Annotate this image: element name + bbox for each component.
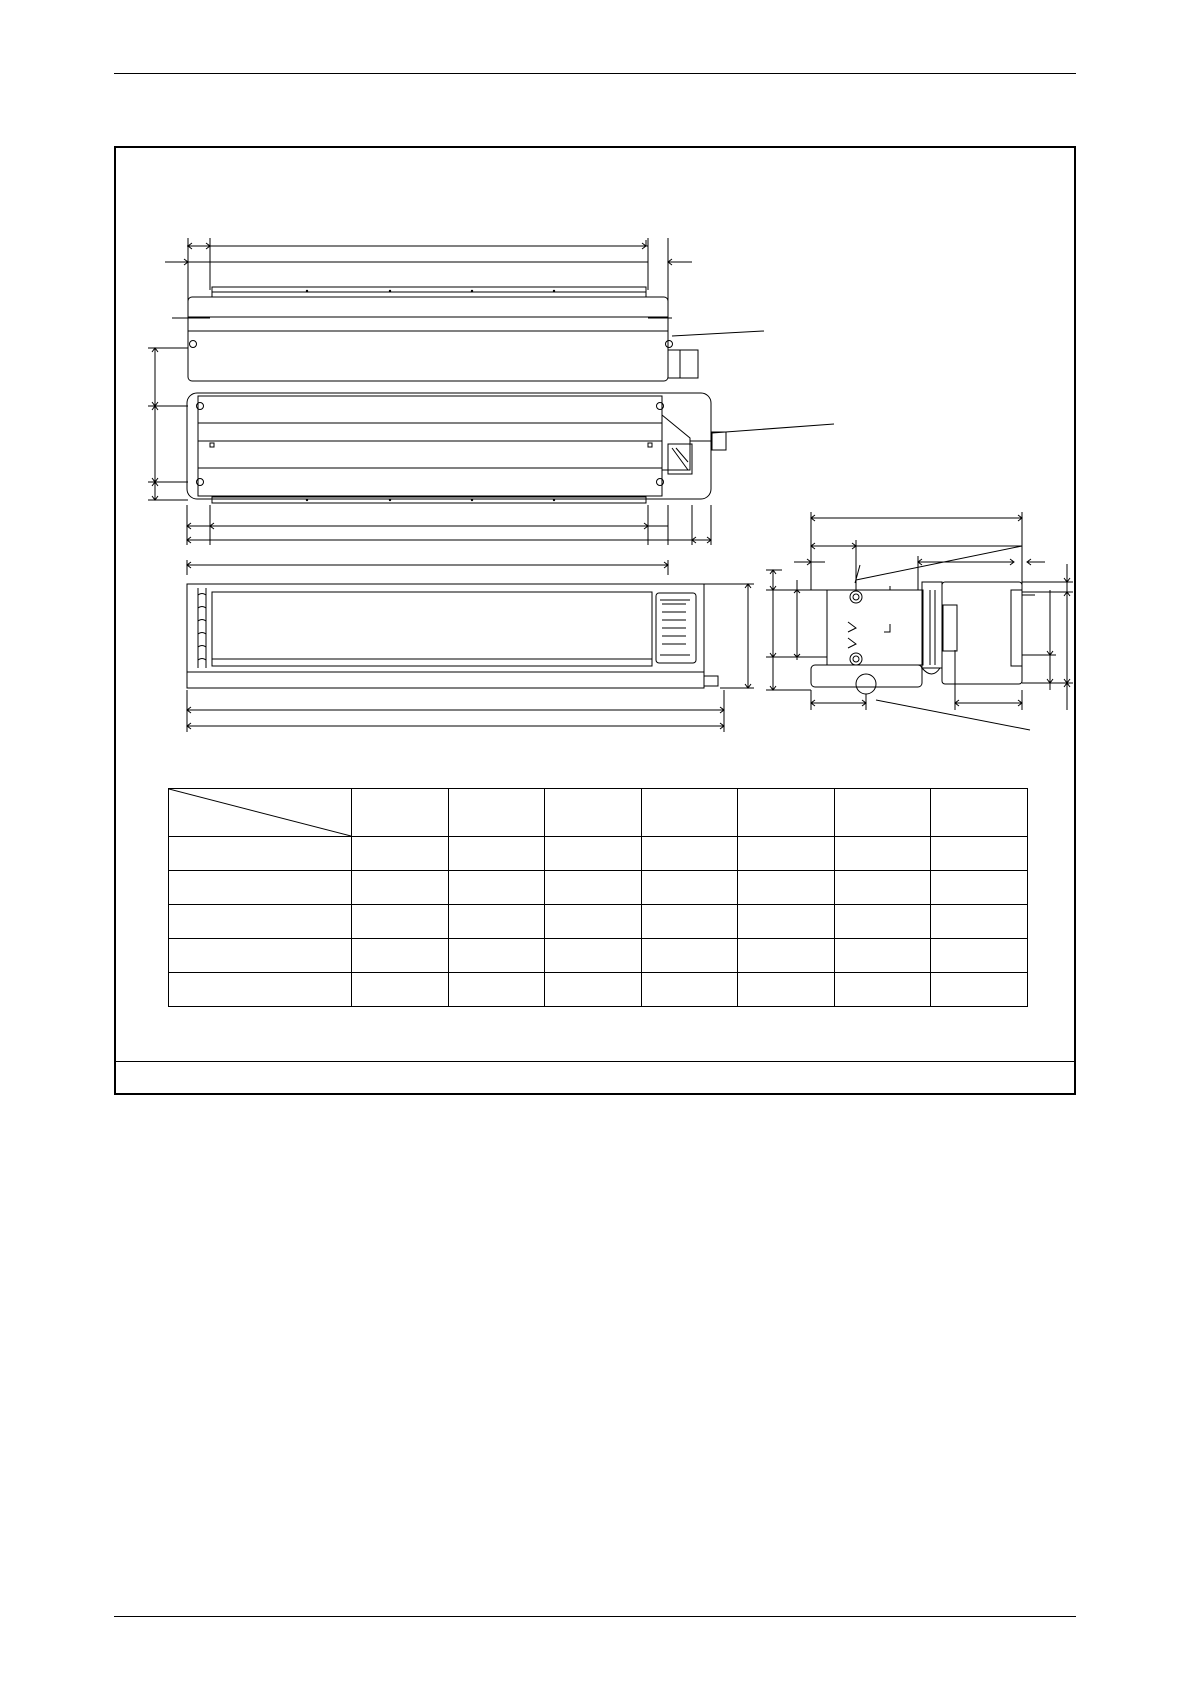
table-cell: [738, 905, 835, 939]
table-cell: [834, 837, 931, 871]
table-cell: [352, 973, 449, 1007]
table-cell: [834, 973, 931, 1007]
table-cell: [448, 837, 545, 871]
table-row-label: [169, 837, 352, 871]
table-cell: [352, 871, 449, 905]
table-row-label: [169, 973, 352, 1007]
top-view: [148, 238, 834, 545]
table-cell: [641, 905, 738, 939]
table-row: [169, 973, 1028, 1007]
side-view: [766, 512, 1073, 730]
table-row: [169, 905, 1028, 939]
table-cell: [931, 939, 1028, 973]
coil-fins: [198, 588, 206, 668]
table-cell: [448, 973, 545, 1007]
table-cell: [641, 871, 738, 905]
front-view: [187, 560, 754, 732]
table-cell: [738, 973, 835, 1007]
table-cell: [545, 905, 642, 939]
table-cell: [738, 871, 835, 905]
table-cell: [738, 837, 835, 871]
table-column-header: [834, 789, 931, 837]
dimension-table: [168, 788, 1028, 1007]
table-row-label: [169, 905, 352, 939]
table-row: [169, 837, 1028, 871]
table-cell: [545, 939, 642, 973]
table-row: [169, 871, 1028, 905]
table-cell: [931, 973, 1028, 1007]
corner-diagonal: [169, 789, 351, 836]
table-cell: [352, 905, 449, 939]
table-cell: [448, 905, 545, 939]
table-row-label: [169, 871, 352, 905]
table-column-header: [545, 789, 642, 837]
table-cell: [931, 871, 1028, 905]
table-cell: [641, 973, 738, 1007]
table-column-header: [641, 789, 738, 837]
table-row-label: [169, 939, 352, 973]
table-cell: [545, 871, 642, 905]
table-cell: [448, 939, 545, 973]
table-cell: [834, 871, 931, 905]
table-cell: [834, 905, 931, 939]
table-column-header: [448, 789, 545, 837]
table-corner-cell: [169, 789, 352, 837]
table-row: [169, 939, 1028, 973]
table-cell: [641, 837, 738, 871]
table-cell: [352, 837, 449, 871]
table-cell: [738, 939, 835, 973]
table-cell: [448, 871, 545, 905]
table-cell: [545, 837, 642, 871]
table-cell: [545, 973, 642, 1007]
table-header-row: [169, 789, 1028, 837]
table-column-header: [352, 789, 449, 837]
table-cell: [931, 905, 1028, 939]
table-cell: [834, 939, 931, 973]
table-cell: [641, 939, 738, 973]
table-column-header: [738, 789, 835, 837]
table-cell: [931, 837, 1028, 871]
table-cell: [352, 939, 449, 973]
table-column-header: [931, 789, 1028, 837]
